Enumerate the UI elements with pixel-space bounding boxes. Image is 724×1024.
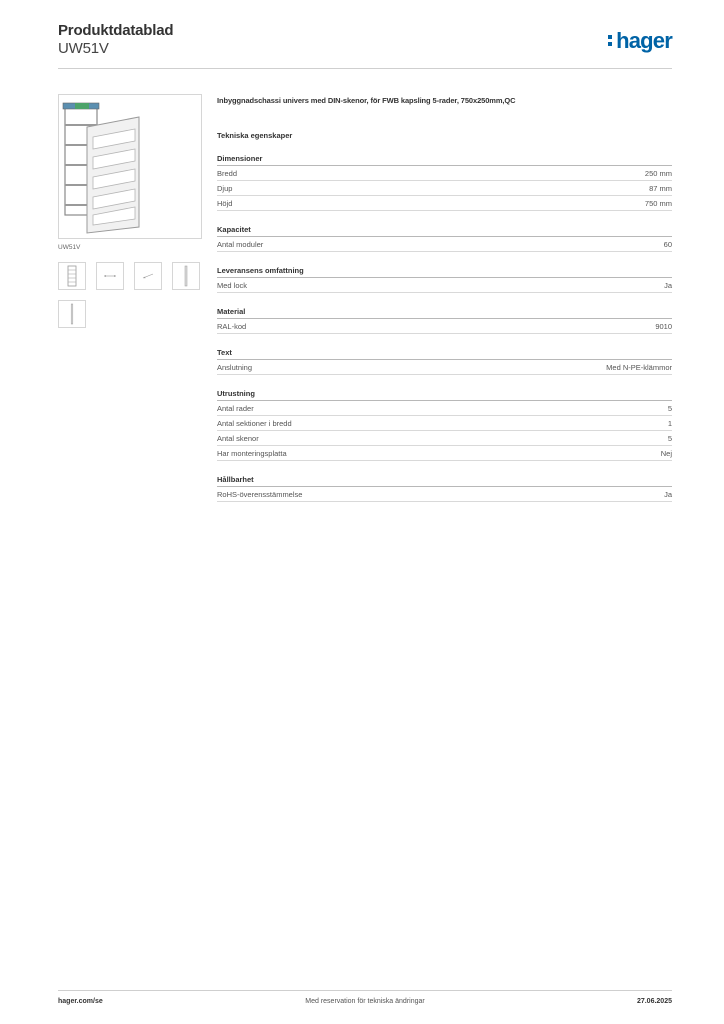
property-row	[217, 416, 672, 431]
property-row	[217, 319, 672, 334]
property-label: Antal rader	[217, 404, 254, 413]
property-label: Anslutning	[217, 363, 253, 372]
property-label: Höjd	[217, 199, 233, 208]
property-row	[217, 487, 672, 502]
property-value: 750 mm	[644, 199, 672, 208]
property-label: RoHS-överensstämmelse	[217, 490, 303, 499]
property-row	[217, 166, 672, 181]
footer-date: 27.06.2025	[636, 998, 672, 1005]
property-label: Har monteringsplatta	[217, 449, 287, 458]
property-label: Med lock	[217, 281, 248, 290]
property-value: Ja	[664, 490, 672, 499]
hager-logo	[608, 28, 672, 54]
properties-list	[217, 154, 672, 502]
property-value: 60	[663, 240, 672, 249]
property-value: 87 mm	[649, 184, 672, 193]
thumbnail-hinge[interactable]	[58, 262, 86, 290]
property-label: Antal moduler	[217, 240, 264, 249]
depth-dimension-icon	[141, 273, 155, 279]
document-title: Produktdatablad	[58, 22, 174, 39]
property-value: Nej	[660, 449, 672, 458]
property-value: 5	[667, 434, 672, 443]
chassis-illustration-icon	[59, 95, 201, 238]
property-row	[217, 237, 672, 252]
hinge-icon	[65, 265, 79, 287]
thumbnail-rail-side[interactable]	[58, 300, 86, 328]
property-row	[217, 431, 672, 446]
header-divider	[58, 68, 672, 69]
property-row	[217, 196, 672, 211]
property-row	[217, 278, 672, 293]
rail-icon	[183, 265, 189, 287]
product-code-heading: UW51V	[58, 40, 109, 57]
property-row	[217, 360, 672, 375]
footer-divider	[58, 990, 672, 991]
image-caption: UW51V	[58, 244, 81, 251]
property-label: Antal sektioner i bredd	[217, 419, 292, 428]
property-label: Bredd	[217, 169, 238, 178]
group-title: Kapacitet	[217, 225, 672, 237]
product-description: Inbyggnadschassi univers med DIN-skenor, för FWB kapsling 5-rader, 750x250mm,QC	[217, 96, 516, 105]
property-row	[217, 446, 672, 461]
rail-side-icon	[69, 303, 75, 325]
property-row	[217, 181, 672, 196]
thumbnail-width[interactable]	[96, 262, 124, 290]
thumbnail-rail[interactable]	[172, 262, 200, 290]
footer-disclaimer: Med reservation för tekniska ändringar	[305, 998, 425, 1005]
property-label: Antal skenor	[217, 434, 259, 443]
width-dimension-icon	[103, 273, 117, 279]
page-header	[58, 22, 672, 70]
group-title: Text	[217, 348, 672, 360]
footer-website-link[interactable]: hager.com/se	[58, 998, 103, 1005]
logo-dots-icon	[608, 35, 614, 49]
property-row	[217, 401, 672, 416]
page-footer	[58, 998, 672, 1010]
property-value: Ja	[664, 281, 672, 290]
property-value: 9010	[655, 322, 672, 331]
group-title: Dimensioner	[217, 154, 672, 166]
property-value: 250 mm	[644, 169, 672, 178]
logo-text: hager	[616, 28, 672, 53]
property-value: 5	[667, 404, 672, 413]
product-image	[58, 94, 202, 239]
group-title: Leveransens omfattning	[217, 266, 672, 278]
thumbnail-depth[interactable]	[134, 262, 162, 290]
group-title: Hållbarhet	[217, 475, 672, 487]
property-value: 1	[667, 419, 672, 428]
group-title: Material	[217, 307, 672, 319]
product-details	[217, 96, 672, 502]
property-label: Djup	[217, 184, 233, 193]
property-value: Med N-PE-klämmor	[606, 363, 672, 372]
group-title: Utrustning	[217, 389, 672, 401]
property-label: RAL-kod	[217, 322, 247, 331]
technical-properties-heading: Tekniska egenskaper	[217, 131, 293, 140]
